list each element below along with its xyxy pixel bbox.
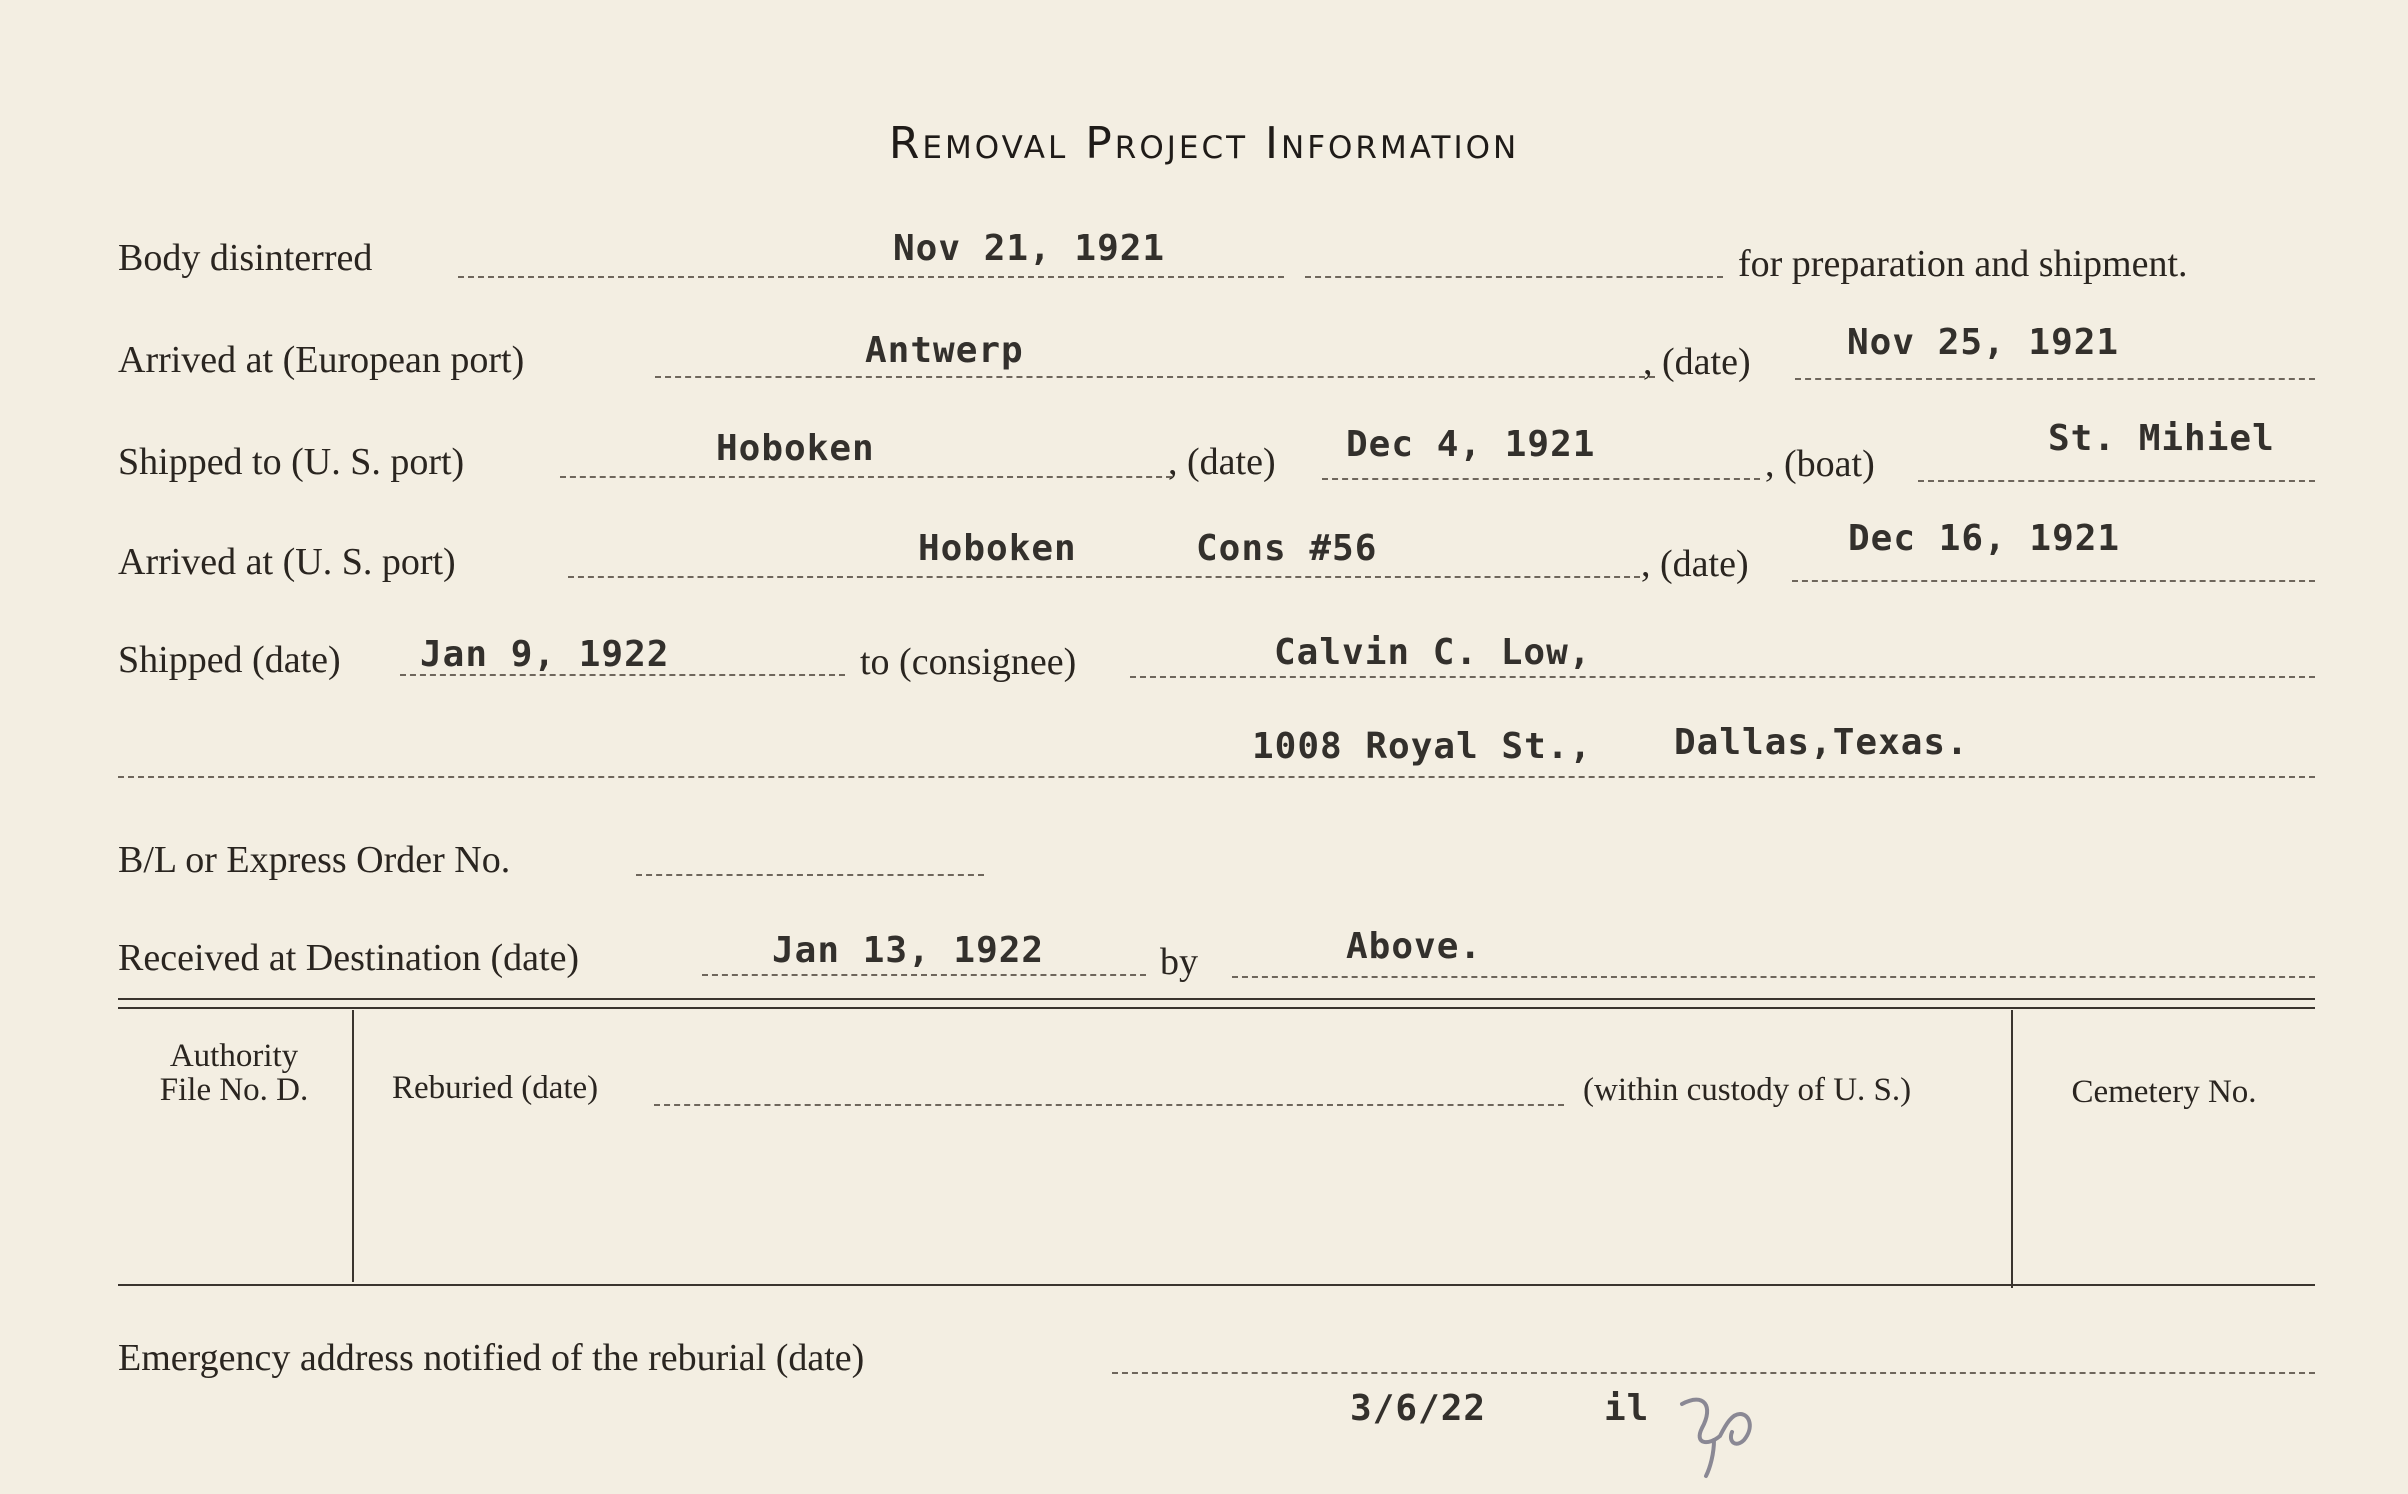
arrived-us-label: Arrived at (U. S. port) [118, 541, 456, 583]
disinterred-line [458, 276, 1284, 278]
shipped-us-date-label: , (date) [1168, 441, 1276, 483]
arrived-us-date-line [1792, 580, 2315, 582]
shipped-us-boat: St. Mihiel [2048, 418, 2275, 459]
arrived-us-consignment: Cons #56 [1196, 528, 1378, 569]
received-by-line [1232, 976, 2315, 978]
bl-line [636, 874, 984, 876]
arrived-eu-port: Antwerp [865, 330, 1024, 371]
table-divider-right [2011, 1010, 2013, 1288]
emergency-label: Emergency address notified of the reburial (date) [118, 1337, 865, 1379]
table-top-rule-2 [118, 1007, 2315, 1009]
shipped-date: Jan 9, 1922 [420, 634, 670, 675]
arrived-eu-date-label: , (date) [1643, 341, 1751, 383]
shipped-us-date: Dec 4, 1921 [1346, 424, 1596, 465]
arrived-us-date-label: , (date) [1641, 543, 1749, 585]
arrived-eu-date: Nov 25, 1921 [1847, 322, 2120, 363]
arrived-eu-date-line [1795, 378, 2315, 380]
shipped-us-date-line [1322, 478, 1760, 480]
disinterred-label: Body disinterred [118, 237, 373, 279]
consignee-label: to (consignee) [860, 641, 1077, 683]
shipped-us-label: Shipped to (U. S. port) [118, 441, 465, 483]
shipped-us-boat-label: , (boat) [1765, 443, 1875, 485]
cemetery-label: Cemetery No. [2071, 1074, 2257, 1110]
emergency-line [1112, 1372, 2315, 1374]
arrived-us-port: Hoboken [918, 528, 1077, 569]
arrived-eu-line [655, 376, 1655, 378]
reburied-line [654, 1104, 1564, 1106]
consignee-name: Calvin C. Low, [1274, 632, 1592, 673]
shipped-us-port: Hoboken [716, 428, 875, 469]
authority-label-2: File No. D. [159, 1072, 309, 1108]
shipped-us-boat-line [1918, 480, 2315, 482]
emergency-date: 3/6/22 [1350, 1388, 1487, 1429]
received-by: Above. [1346, 926, 1483, 967]
shipped-date-label: Shipped (date) [118, 639, 341, 681]
disinterred-date: Nov 21, 1921 [893, 228, 1166, 269]
address-line [118, 776, 2315, 778]
custody-label: (within custody of U. S.) [1583, 1072, 1912, 1108]
disinterred-suffix: for preparation and shipment. [1738, 243, 2188, 285]
arrived-us-line [568, 576, 1640, 578]
card-title: Removal Project Information [888, 118, 1520, 169]
consignee-address: 1008 Royal St., [1252, 726, 1593, 767]
received-line [702, 974, 1146, 976]
bl-label: B/L or Express Order No. [118, 839, 511, 881]
consignee-line [1130, 676, 2315, 678]
reburied-label: Reburied (date) [392, 1070, 599, 1106]
handwritten-mark-icon [1674, 1384, 1770, 1484]
emergency-initials: il [1604, 1388, 1650, 1429]
arrived-eu-label: Arrived at (European port) [118, 339, 525, 381]
disinterred-line-2 [1305, 276, 1723, 278]
table-divider-left [352, 1010, 354, 1282]
table-top-rule-1 [118, 998, 2315, 1000]
arrived-us-date: Dec 16, 1921 [1848, 518, 2121, 559]
received-date: Jan 13, 1922 [772, 930, 1045, 971]
authority-label-1: Authority [169, 1038, 299, 1074]
received-by-label: by [1160, 941, 1198, 983]
received-label: Received at Destination (date) [118, 937, 580, 979]
table-bottom-rule [118, 1284, 2315, 1286]
shipped-us-line [560, 476, 1172, 478]
consignee-city: Dallas,Texas. [1674, 722, 1969, 763]
